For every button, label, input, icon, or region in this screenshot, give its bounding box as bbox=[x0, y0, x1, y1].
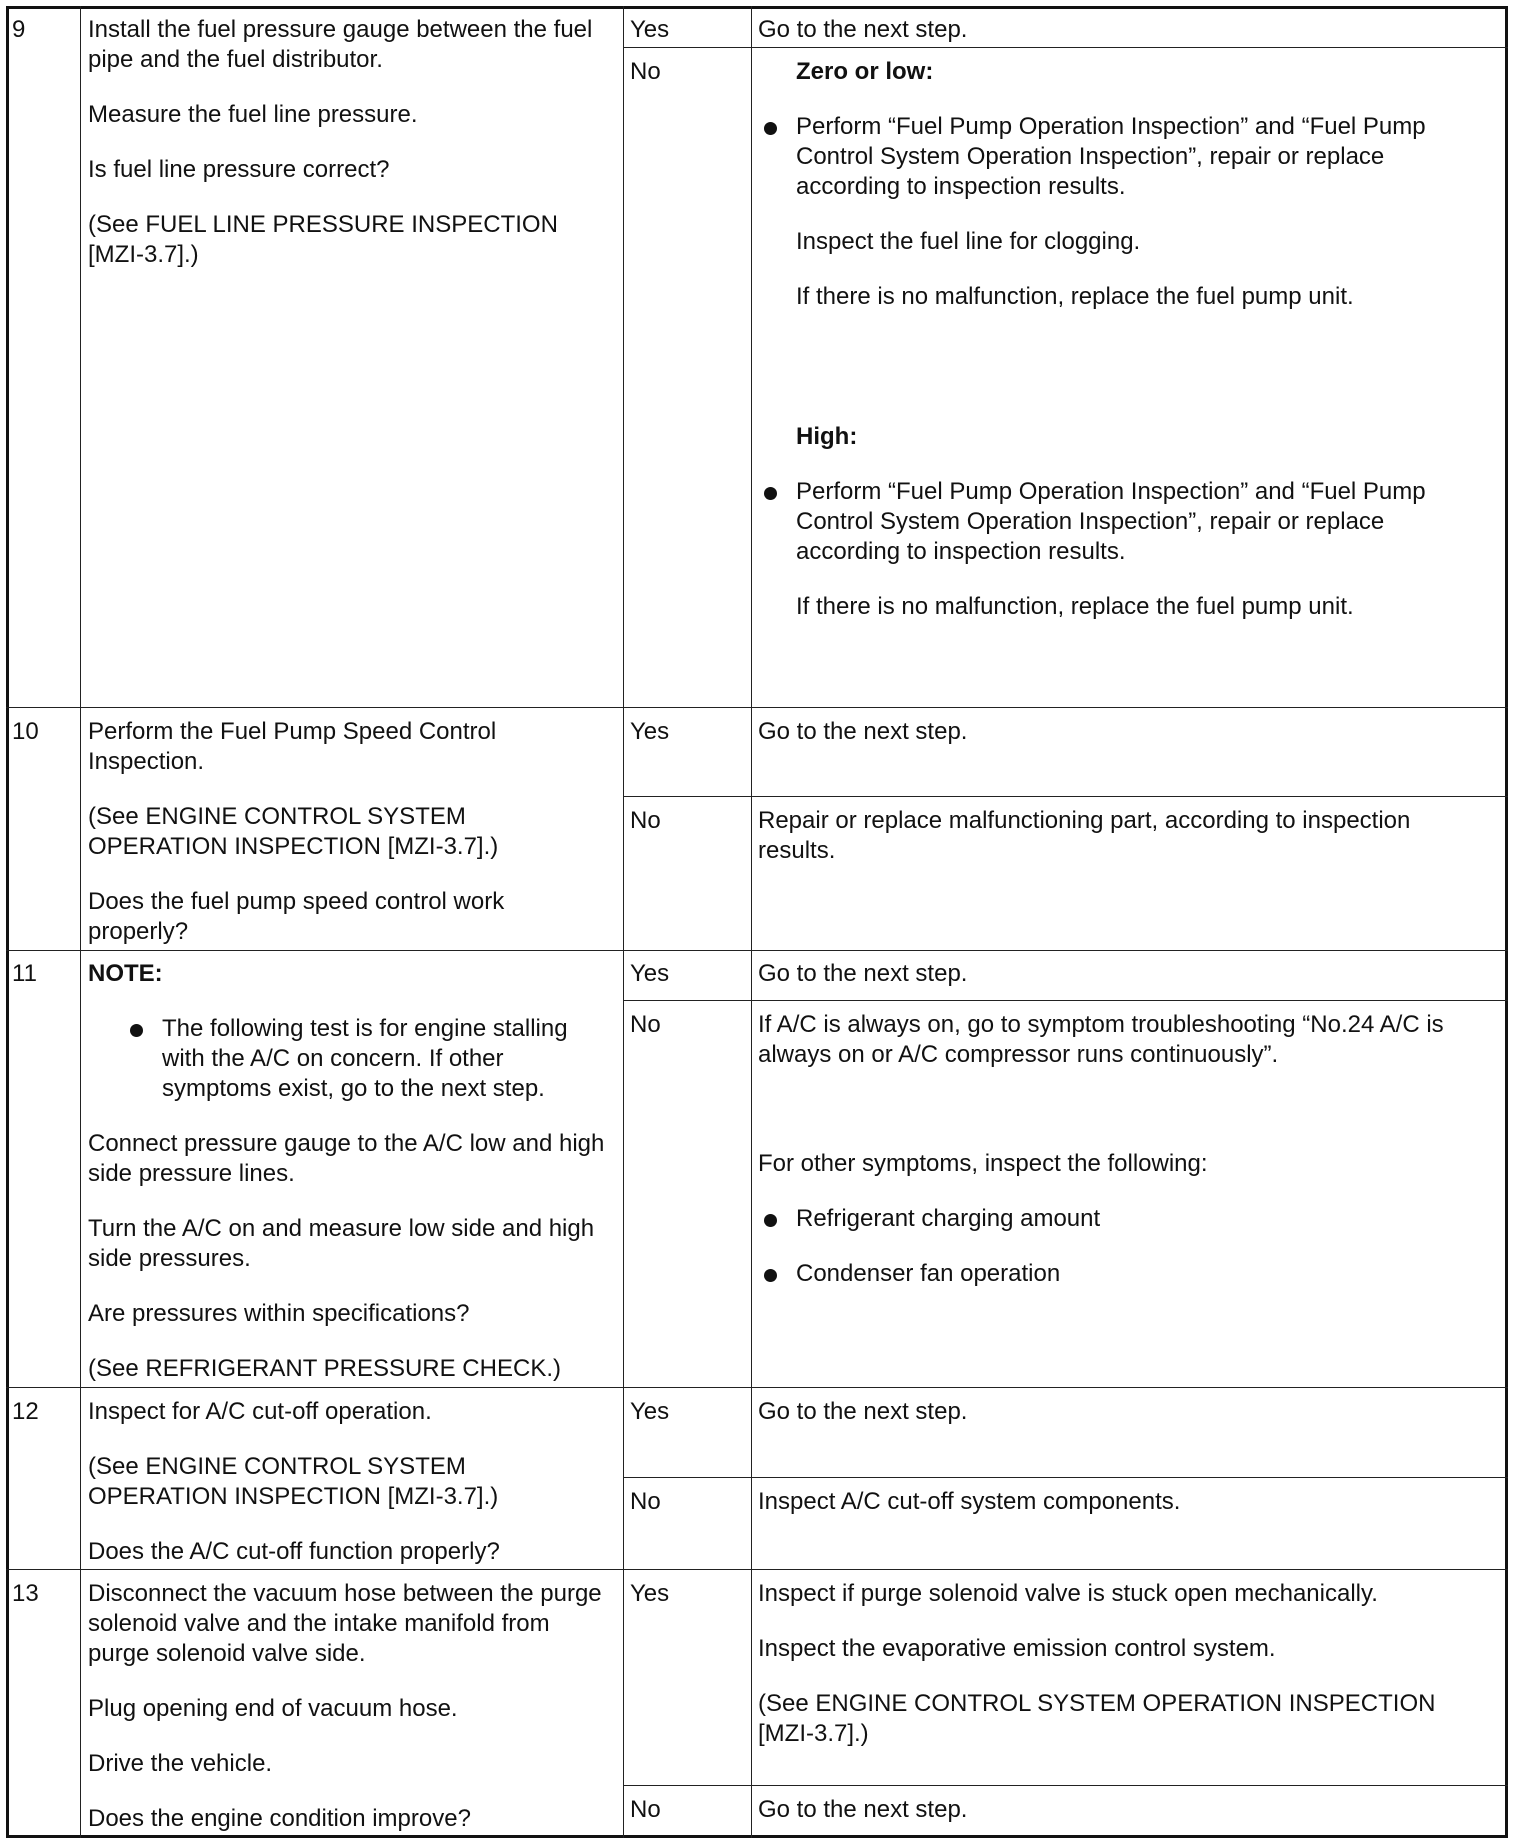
question-line: Perform the Fuel Pump Speed Control Inspection. bbox=[88, 718, 497, 775]
no-label: No bbox=[630, 58, 661, 85]
no-label: No bbox=[630, 807, 661, 834]
row-divider bbox=[6, 707, 1508, 708]
question-line: Is fuel line pressure correct? bbox=[88, 156, 390, 183]
inspect-bullet: Condenser fan operation bbox=[758, 1259, 1478, 1289]
question-line: Turn the A/C on and measure low side and high side pressures. bbox=[88, 1215, 595, 1272]
question-line: Connect pressure gauge to the A/C low and high side pressure lines. bbox=[88, 1130, 605, 1187]
zero-low-bullet: Perform “Fuel Pump Operation Inspection” and “Fuel Pump Control System Operation Inspection”, repair or replace according to inspection results. bbox=[758, 112, 1438, 202]
no-label: No bbox=[630, 1796, 661, 1823]
no-label: No bbox=[630, 1488, 661, 1515]
yes-no-divider bbox=[623, 47, 1508, 48]
no-action bbox=[758, 57, 1438, 312]
question-line: Disconnect the vacuum hose between the purge solenoid valve and the intake manifold from purge solenoid valve side. bbox=[88, 1580, 602, 1667]
yes-label: Yes bbox=[630, 960, 670, 987]
high-bullet: Perform “Fuel Pump Operation Inspection” and “Fuel Pump Control System Operation Inspection”, repair or replace according to inspection results. bbox=[758, 477, 1438, 567]
step-question bbox=[88, 15, 618, 270]
yes-label: Yes bbox=[630, 718, 670, 745]
yes-no-divider bbox=[623, 1477, 1508, 1478]
no-action-other bbox=[758, 1149, 1478, 1289]
step-number: 13 bbox=[12, 1580, 39, 1607]
question-line: Drive the vehicle. bbox=[88, 1750, 273, 1777]
troubleshooting-table bbox=[6, 6, 1508, 1838]
column-divider bbox=[751, 6, 752, 1838]
step-question bbox=[88, 1397, 588, 1567]
no-action: Go to the next step. bbox=[758, 1796, 968, 1823]
question-line: Plug opening end of vacuum hose. bbox=[88, 1695, 458, 1722]
yes-label: Yes bbox=[630, 1580, 670, 1607]
high-line: If there is no malfunction, replace the fuel pump unit. bbox=[796, 593, 1354, 620]
no-action-high bbox=[758, 422, 1438, 622]
question-line: (See ENGINE CONTROL SYSTEM OPERATION INSPECTION [MZI-3.7].) bbox=[88, 803, 499, 860]
question-line: Are pressures within specifications? bbox=[88, 1300, 470, 1327]
question-line: (See ENGINE CONTROL SYSTEM OPERATION INSPECTION [MZI-3.7].) bbox=[88, 1453, 499, 1510]
yes-action: Go to the next step. bbox=[758, 16, 968, 43]
row-divider bbox=[6, 1569, 1508, 1570]
yes-action-line: (See ENGINE CONTROL SYSTEM OPERATION INSPECTION [MZI-3.7].) bbox=[758, 1690, 1436, 1747]
yes-label: Yes bbox=[630, 1398, 670, 1425]
yes-no-divider bbox=[623, 796, 1508, 797]
yes-label: Yes bbox=[630, 16, 670, 43]
no-label: No bbox=[630, 1011, 661, 1038]
yes-action: Go to the next step. bbox=[758, 960, 968, 987]
yes-action-line: Inspect if purge solenoid valve is stuck open mechanically. bbox=[758, 1580, 1378, 1607]
question-line: (See FUEL LINE PRESSURE INSPECTION [MZI-3.7].) bbox=[88, 211, 558, 268]
no-action: Inspect A/C cut-off system components. bbox=[758, 1488, 1181, 1515]
question-line: Measure the fuel line pressure. bbox=[88, 101, 418, 128]
note-label: NOTE: bbox=[88, 960, 163, 987]
zero-low-line: If there is no malfunction, replace the fuel pump unit. bbox=[796, 283, 1354, 310]
no-action bbox=[758, 1010, 1488, 1070]
question-line: Does the fuel pump speed control work properly? bbox=[88, 888, 505, 945]
yes-action: Go to the next step. bbox=[758, 1398, 968, 1425]
yes-no-divider bbox=[623, 1000, 1508, 1001]
step-question bbox=[88, 717, 588, 947]
row-divider bbox=[6, 950, 1508, 951]
zero-low-heading: Zero or low: bbox=[796, 58, 934, 85]
note-bullet: The following test is for engine stalling with the A/C on concern. If other symptoms exist, go to the next step. bbox=[124, 1014, 592, 1104]
question-line: (See REFRIGERANT PRESSURE CHECK.) bbox=[88, 1355, 561, 1382]
zero-low-line: Inspect the fuel line for clogging. bbox=[796, 228, 1141, 255]
high-heading: High: bbox=[796, 423, 858, 450]
step-number: 10 bbox=[12, 718, 39, 745]
question-line: Does the engine condition improve? bbox=[88, 1805, 471, 1832]
no-action-line: For other symptoms, inspect the following: bbox=[758, 1150, 1208, 1177]
step-question bbox=[88, 959, 618, 1384]
column-divider bbox=[80, 6, 81, 1838]
column-divider bbox=[623, 6, 624, 1838]
no-action: Repair or replace malfunctioning part, according to inspection results. bbox=[758, 807, 1411, 864]
step-question bbox=[88, 1579, 603, 1834]
row-divider bbox=[6, 1387, 1508, 1388]
inspect-bullet: Refrigerant charging amount bbox=[758, 1204, 1478, 1234]
question-line: Install the fuel pressure gauge between the fuel pipe and the fuel distributor. bbox=[88, 16, 593, 73]
yes-action-line: Inspect the evaporative emission control system. bbox=[758, 1635, 1276, 1662]
question-line: Inspect for A/C cut-off operation. bbox=[88, 1398, 432, 1425]
yes-action bbox=[758, 1579, 1493, 1749]
step-number: 9 bbox=[12, 16, 26, 43]
question-line: Does the A/C cut-off function properly? bbox=[88, 1538, 500, 1565]
step-number: 12 bbox=[12, 1398, 39, 1425]
yes-no-divider bbox=[623, 1785, 1508, 1786]
no-action-line: If A/C is always on, go to symptom troubleshooting “No.24 A/C is always on or A/C compressor runs continuously”. bbox=[758, 1011, 1444, 1068]
step-number: 11 bbox=[12, 960, 37, 987]
yes-action: Go to the next step. bbox=[758, 718, 968, 745]
